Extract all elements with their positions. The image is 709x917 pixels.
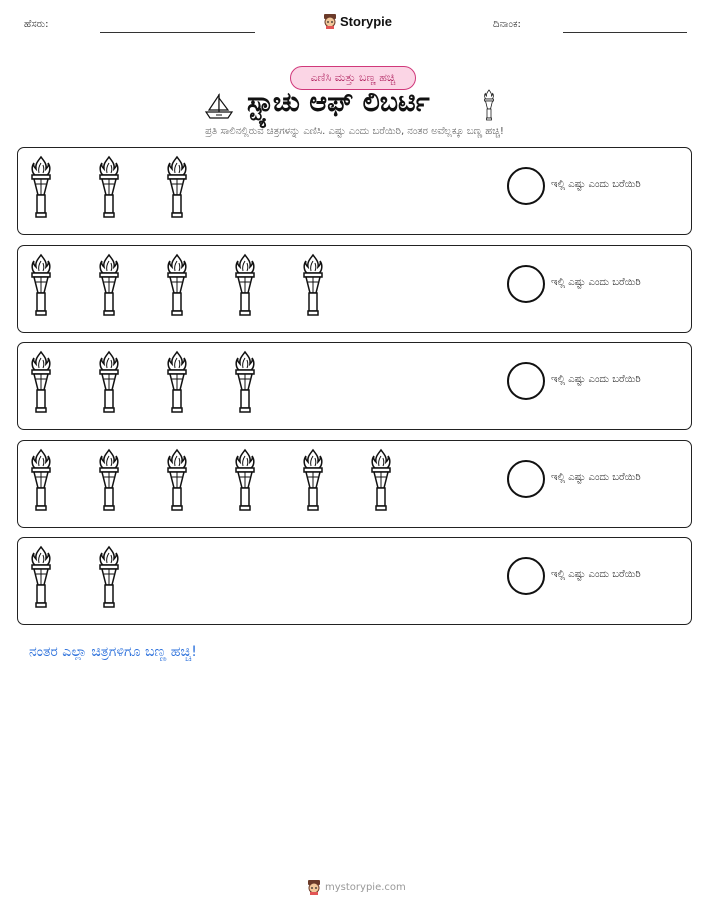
page-title: ಸ್ಟ್ಯಾಚು ಆಫ್ ಲಿಬರ್ಟಿ — [247, 87, 430, 118]
sailboat-icon — [204, 91, 234, 121]
torch-icon — [370, 448, 392, 512]
answer-prompt: ಇಲ್ಲಿ ಎಷ್ಟು ಎಂದು ಬರೆಯಿರಿ — [551, 569, 641, 580]
torch-icon — [98, 448, 120, 512]
torch-icon — [30, 350, 52, 414]
website-url: mystorypie.com — [325, 881, 406, 893]
mascot-icon — [323, 13, 337, 29]
torch-icon — [234, 350, 256, 414]
site-footer — [307, 879, 406, 895]
torch-icon — [30, 253, 52, 317]
torch-icon — [166, 253, 188, 317]
torch-icon — [30, 545, 52, 609]
torch-icon — [302, 448, 324, 512]
instructions: ಪ್ರತಿ ಸಾಲಿನಲ್ಲಿರುವ ಚಿತ್ರಗಳನ್ನು ಎಣಿಸಿ. ಎಷ್ಟು ಎಂದು ಬರೆಯಿರಿ, ನಂತರ ಅವೆಲ್ಲಕ್ಕೂ ಬಣ್ಣ ಹಚ್ಚಿ! — [205, 126, 504, 137]
name-label: ಹೆಸರು: — [24, 19, 49, 30]
footer-note: ನಂತರ ಎಲ್ಲಾ ಚಿತ್ರಗಳಿಗೂ ಬಣ್ಣ ಹಚ್ಚಿ! — [29, 644, 197, 660]
torch-icon — [98, 155, 120, 219]
date-label: ದಿನಾಂಕ: — [493, 19, 521, 30]
torch-group — [30, 155, 188, 219]
torch-group — [30, 350, 256, 414]
torch-icon — [302, 253, 324, 317]
torch-icon — [98, 253, 120, 317]
answer-circle[interactable] — [507, 557, 545, 595]
count-row — [17, 537, 692, 625]
torch-icon — [30, 155, 52, 219]
count-row — [17, 245, 692, 333]
torch-icon — [166, 448, 188, 512]
torch-group — [30, 253, 324, 317]
torch-icon — [234, 253, 256, 317]
torch-group — [30, 545, 120, 609]
torch-icon — [98, 350, 120, 414]
count-row — [17, 147, 692, 235]
brand-name: Storypie — [340, 13, 393, 29]
torch-icon — [30, 448, 52, 512]
answer-prompt: ಇಲ್ಲಿ ಎಷ್ಟು ಎಂದು ಬರೆಯಿರಿ — [551, 471, 641, 483]
answer-prompt: ಇಲ್ಲಿ ಎಷ್ಟು ಎಂದು ಬರೆಯಿರಿ — [551, 276, 641, 288]
storypie-logo — [323, 13, 392, 29]
torch-icon — [481, 89, 497, 121]
date-line[interactable] — [563, 32, 687, 33]
torch-icon — [234, 448, 256, 512]
torch-icon — [166, 155, 188, 219]
answer-prompt: ಇಲ್ಲಿ ಎಷ್ಟು ಎಂದು ಬರೆಯಿರಿ — [551, 374, 641, 385]
torch-group — [30, 448, 392, 512]
answer-circle[interactable] — [507, 362, 545, 400]
torch-icon — [166, 350, 188, 414]
answer-circle[interactable] — [507, 167, 545, 205]
answer-circle[interactable] — [507, 265, 545, 303]
count-row — [17, 342, 692, 430]
torch-icon — [98, 545, 120, 609]
count-row — [17, 440, 692, 528]
answer-circle[interactable] — [507, 460, 545, 498]
activity-badge: ಎಣಿಸಿ ಮತ್ತು ಬಣ್ಣ ಹಚ್ಚಿ — [290, 66, 416, 90]
name-line[interactable] — [100, 32, 255, 33]
answer-prompt: ಇಲ್ಲಿ ಎಷ್ಟು ಎಂದು ಬರೆಯಿರಿ — [551, 179, 641, 190]
mascot-icon — [307, 879, 321, 895]
